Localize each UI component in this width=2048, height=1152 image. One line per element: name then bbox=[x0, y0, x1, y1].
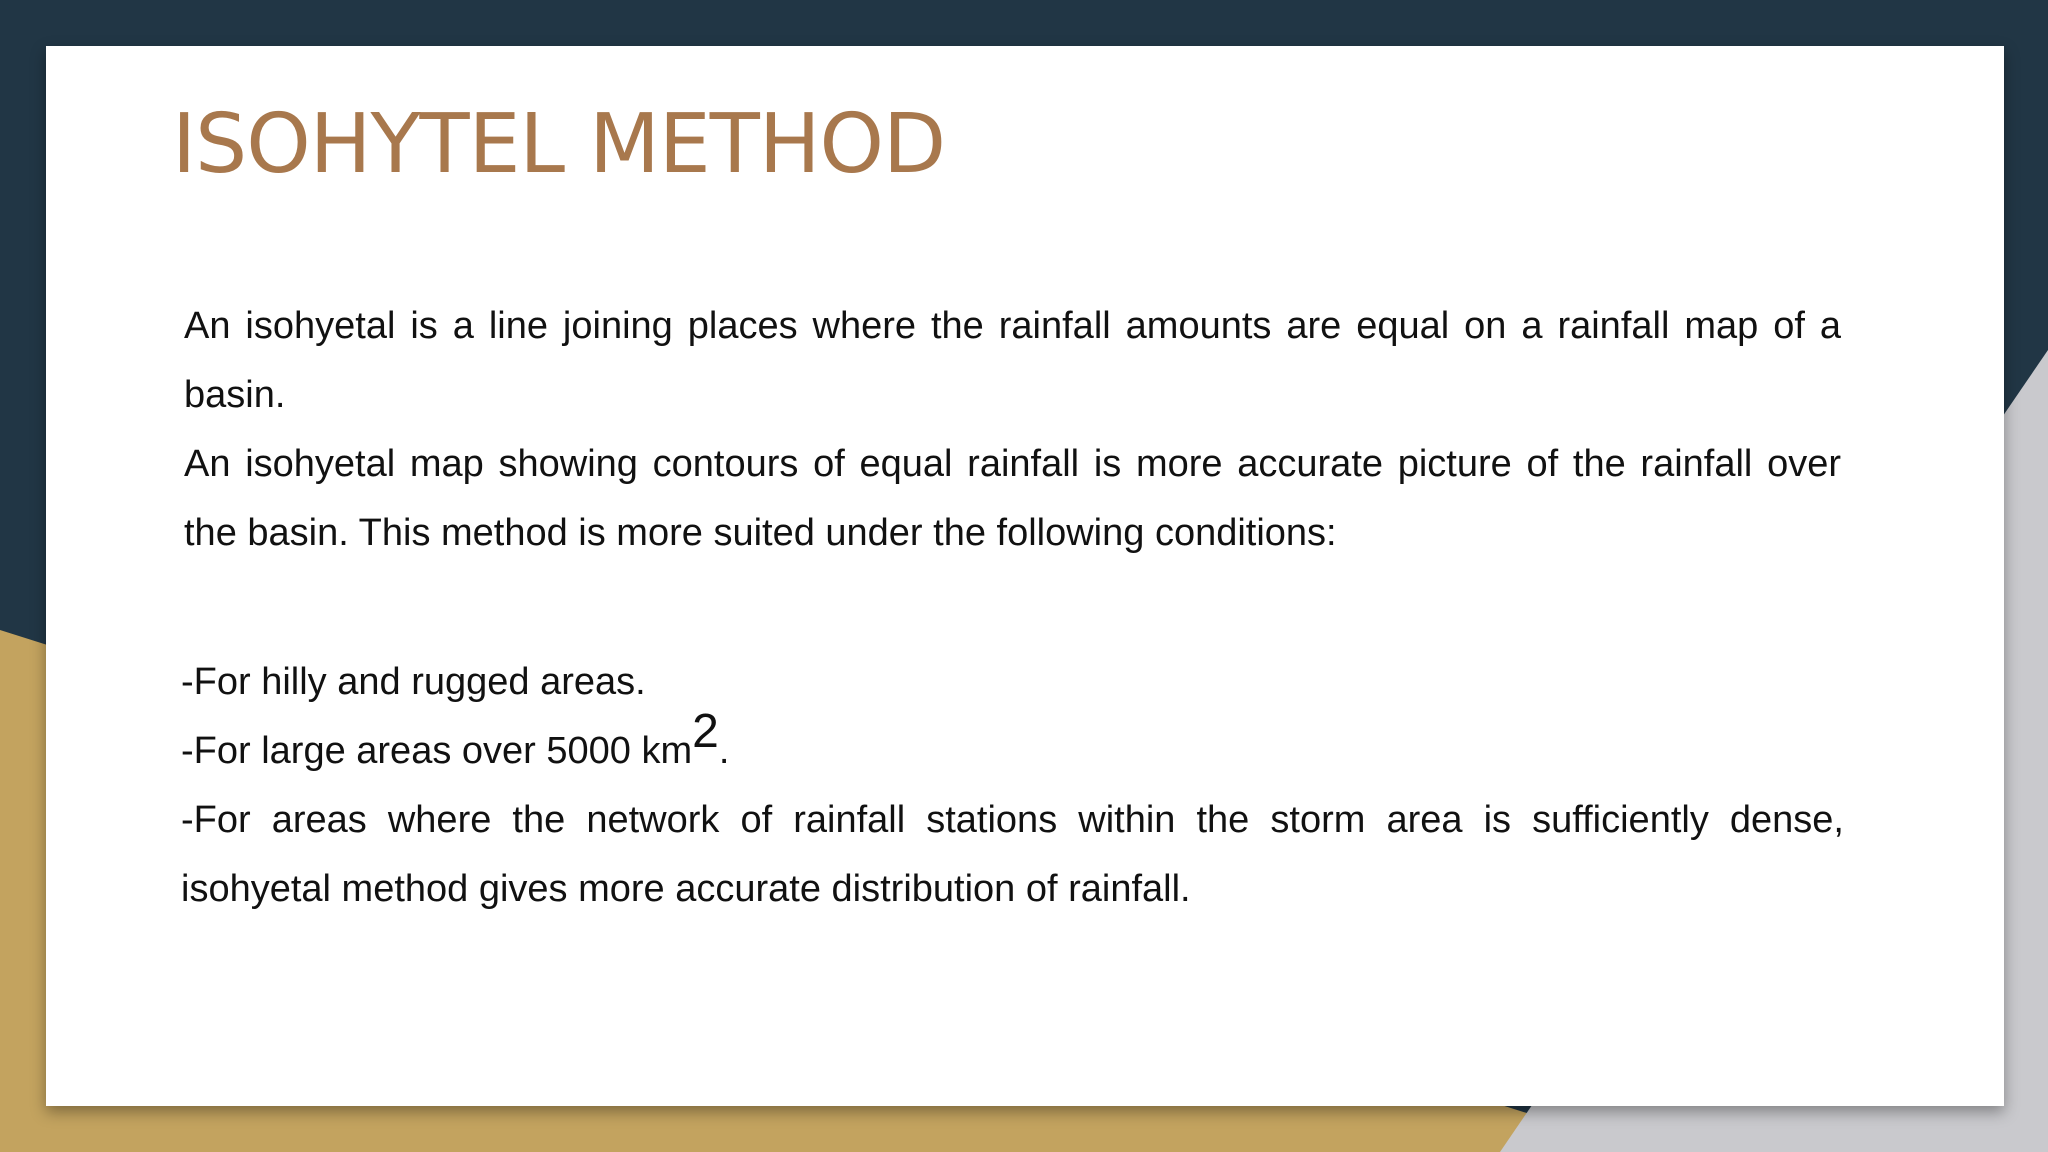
definition-paragraph: An isohyetal is a line joining places where the rainfall amounts are equal on a rainfall map of a basin. bbox=[184, 305, 1841, 416]
conditions-intro-paragraph: An isohyetal map showing contours of equal rainfall is more accurate picture of the rainfall over the basin. This method is more suited under the following conditions: bbox=[184, 443, 1841, 554]
superscript-two: 2 bbox=[692, 705, 719, 758]
intro-text bbox=[184, 292, 1841, 568]
slide-title: ISOHYTEL METHOD bbox=[172, 97, 946, 192]
condition-hilly: -For hilly and rugged areas. bbox=[181, 661, 646, 703]
condition-large-text: -For large areas over 5000 km bbox=[181, 730, 693, 772]
condition-dense-network: -For areas where the network of rainfall stations within the storm area is sufficiently dense, isohyetal method gives more accurate distribution of rainfall. bbox=[181, 799, 1844, 910]
slide-card bbox=[46, 46, 2004, 1106]
condition-large-areas bbox=[181, 705, 1844, 786]
conditions-list bbox=[181, 648, 1844, 924]
condition-large-period: . bbox=[718, 730, 730, 772]
